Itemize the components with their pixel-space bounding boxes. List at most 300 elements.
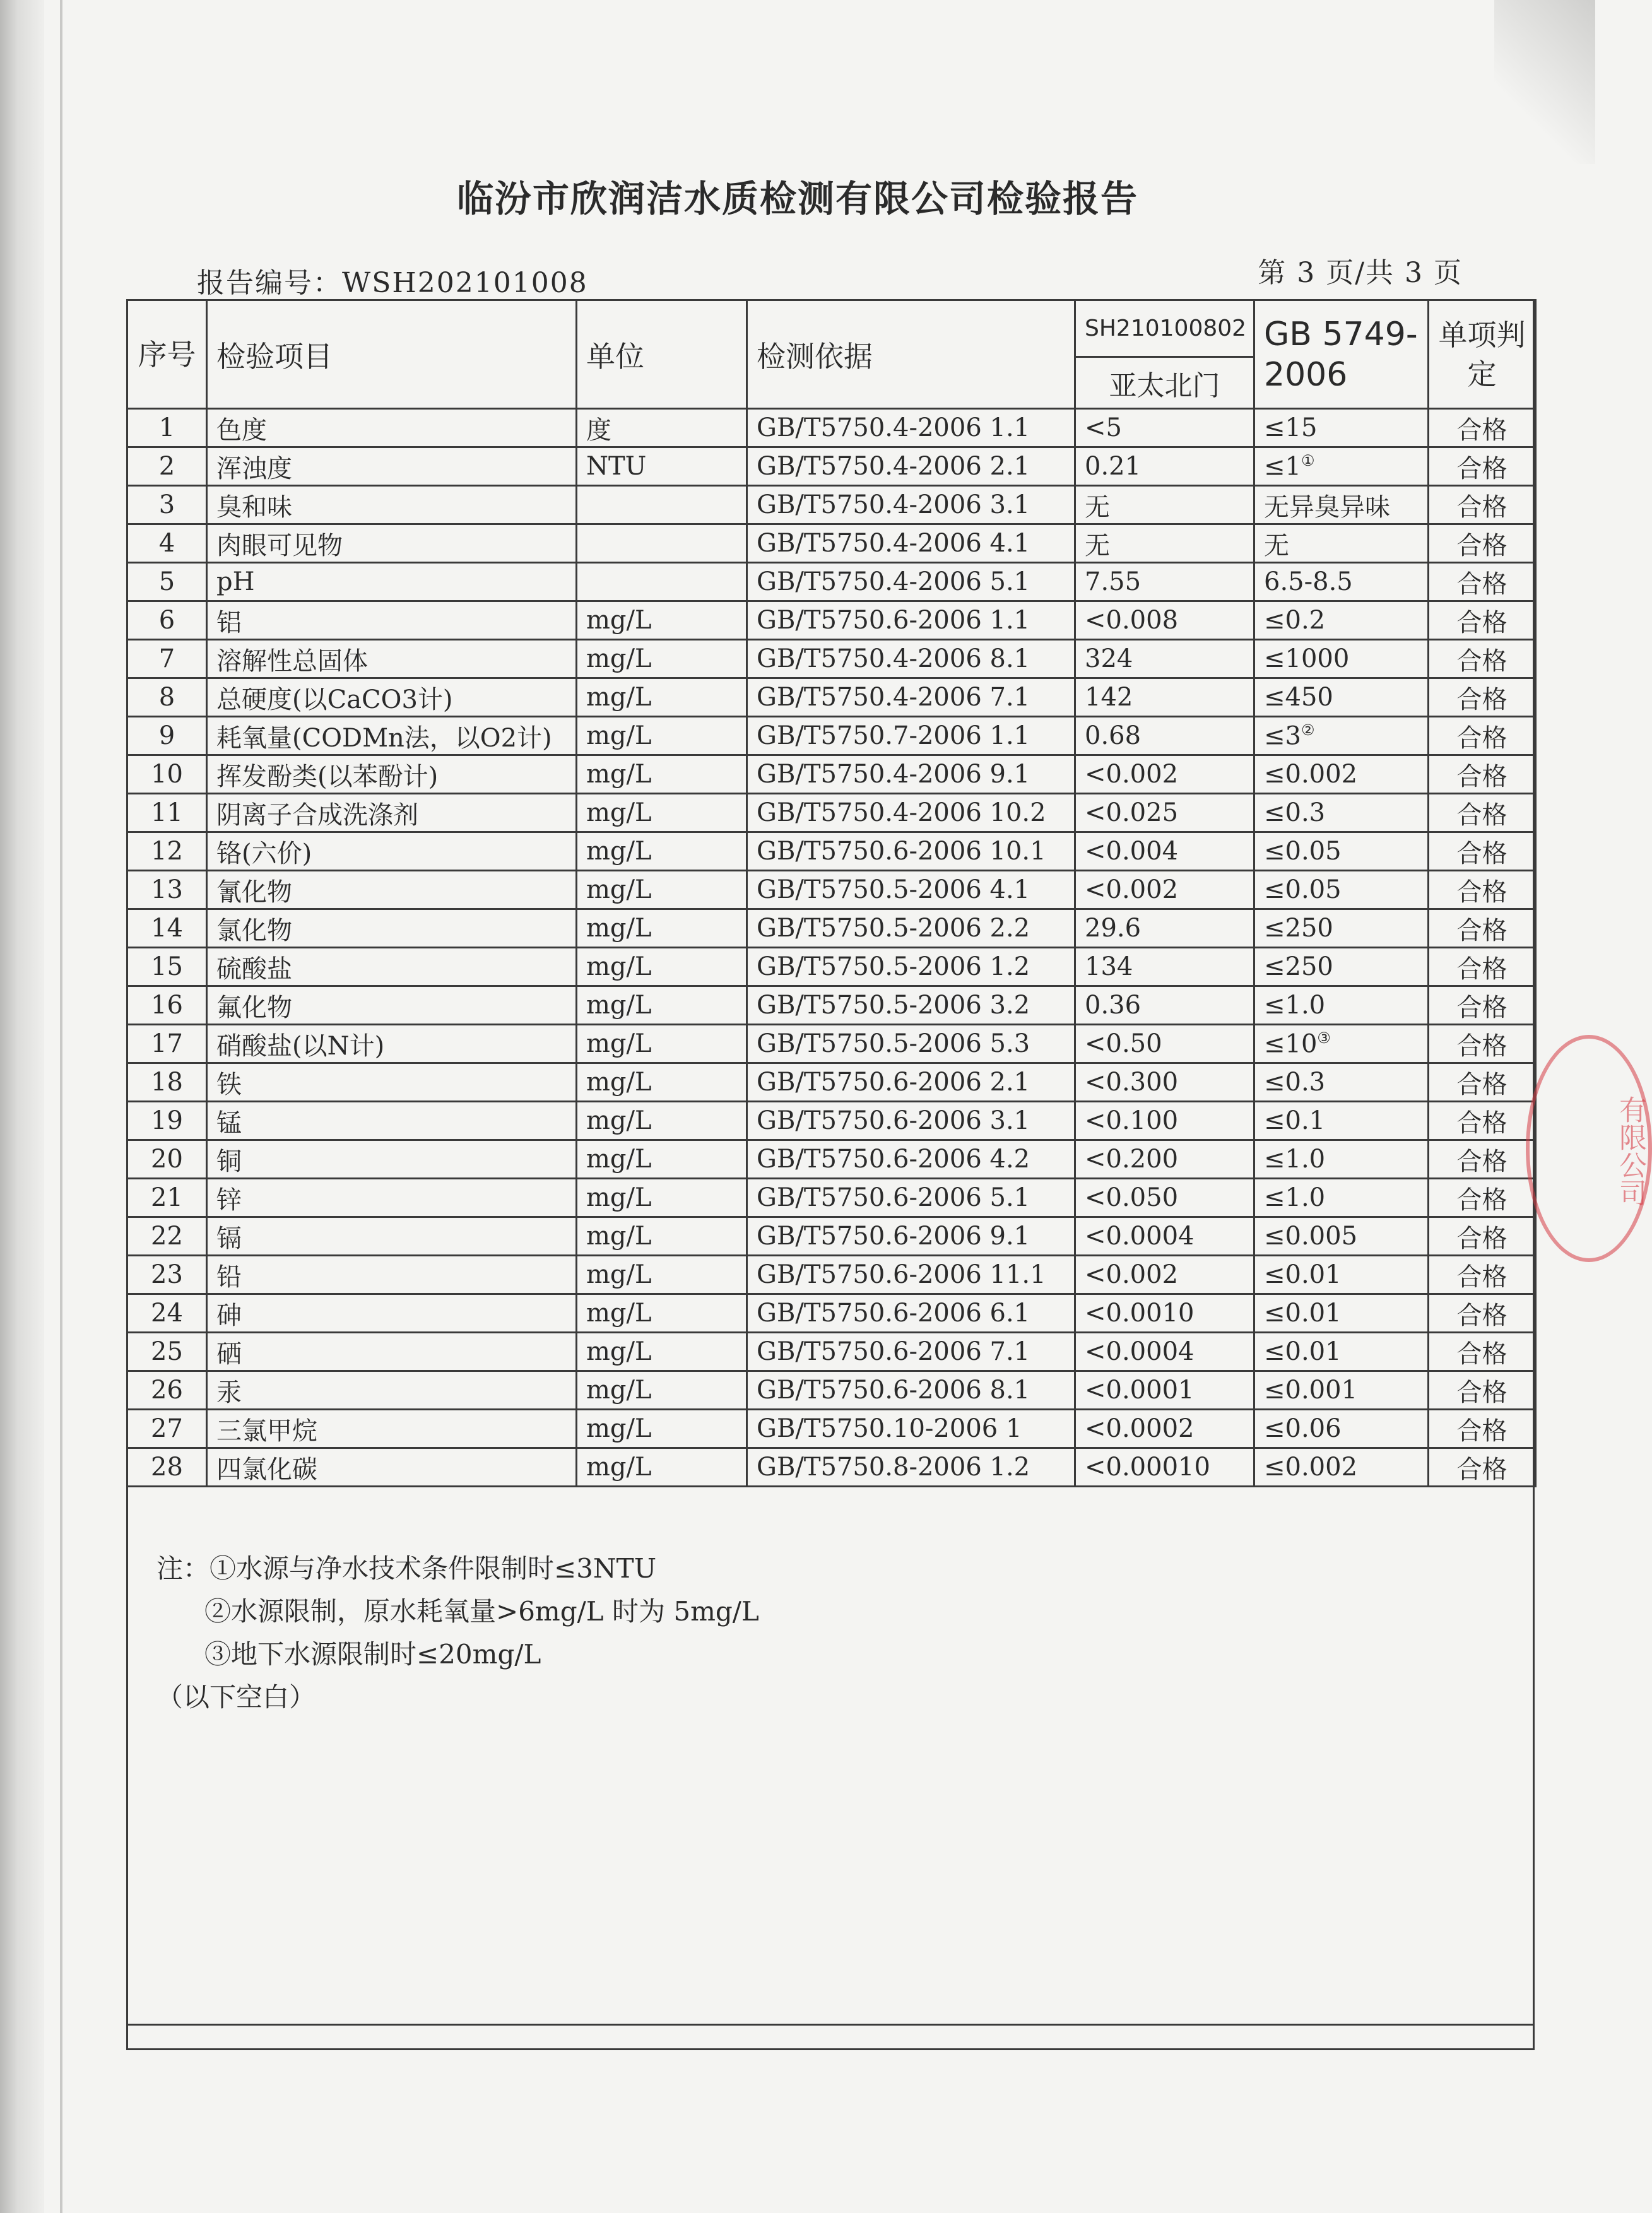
table-row	[127, 1102, 1536, 1140]
row-limit-text: ≤0.2	[1264, 606, 1326, 635]
row-judgement	[1429, 755, 1536, 794]
row-judgement	[1429, 986, 1536, 1025]
row-no	[127, 1217, 207, 1256]
row-item	[207, 1063, 577, 1102]
corner-shade	[1494, 0, 1595, 164]
row-judgement-text: 合格	[1456, 916, 1507, 945]
row-item-text: 铝	[216, 608, 242, 637]
table-header-row	[127, 300, 1536, 357]
row-limit	[1254, 1140, 1429, 1179]
row-item-text: 汞	[216, 1378, 242, 1407]
row-no-text: 20	[151, 1145, 183, 1174]
row-unit-text: mg/L	[586, 721, 652, 750]
row-limit-text: ≤0.3	[1264, 798, 1326, 827]
row-no	[127, 486, 207, 524]
row-basis-text: GB/T5750.4-2006 1.1	[757, 413, 1030, 442]
row-result	[1075, 563, 1254, 601]
row-basis	[747, 1333, 1075, 1371]
row-limit	[1254, 1371, 1429, 1410]
table-row	[127, 524, 1536, 563]
row-limit-text: ≤1.0	[1264, 991, 1326, 1020]
limit-footnote-mark: ①	[1301, 451, 1315, 469]
row-result-text: 无	[1085, 492, 1110, 522]
result-table	[126, 299, 1537, 1487]
row-basis	[747, 909, 1075, 948]
row-unit	[577, 563, 747, 601]
row-limit-text: ≤0.005	[1264, 1222, 1358, 1251]
row-result	[1075, 1025, 1254, 1063]
row-no-text: 21	[151, 1183, 183, 1212]
row-basis-text: GB/T5750.6-2006 6.1	[757, 1299, 1030, 1328]
row-result	[1075, 486, 1254, 524]
row-item-text: 铜	[216, 1147, 242, 1176]
row-no-text: 1	[158, 413, 175, 442]
row-unit	[577, 678, 747, 717]
row-unit-text: mg/L	[586, 760, 652, 789]
row-item-text: 砷	[216, 1301, 242, 1330]
row-judgement	[1429, 640, 1536, 678]
row-judgement-text: 合格	[1456, 492, 1507, 522]
header-standard: GB 5749-2006	[1254, 300, 1429, 409]
row-unit-text: mg/L	[586, 683, 652, 712]
row-basis-text: GB/T5750.5-2006 2.2	[757, 914, 1030, 943]
table-row	[127, 871, 1536, 909]
row-item	[207, 1025, 577, 1063]
row-result	[1075, 640, 1254, 678]
row-result	[1075, 1256, 1254, 1294]
binding-line	[60, 0, 62, 2213]
row-basis-text: GB/T5750.4-2006 5.1	[757, 567, 1030, 596]
row-item-text: 肉眼可见物	[216, 531, 343, 560]
row-result-text: 142	[1085, 683, 1133, 712]
row-result	[1075, 524, 1254, 563]
row-no	[127, 1063, 207, 1102]
row-unit-text: mg/L	[586, 644, 652, 673]
row-limit	[1254, 1179, 1429, 1217]
row-basis-text: GB/T5750.7-2006 1.1	[757, 721, 1030, 750]
row-unit-text: mg/L	[586, 606, 652, 635]
row-unit-text: mg/L	[586, 1145, 652, 1174]
row-limit-text: ≤0.002	[1264, 1453, 1358, 1482]
row-item-text: 浑浊度	[216, 454, 292, 483]
row-item-text: 硝酸盐(以N计)	[216, 1031, 385, 1061]
report-title: 临汾市欣润洁水质检测有限公司检验报告	[456, 177, 1138, 220]
row-judgement-text: 合格	[1456, 993, 1507, 1022]
row-item-text: 色度	[216, 415, 267, 445]
row-limit	[1254, 1410, 1429, 1448]
table-row	[127, 1025, 1536, 1063]
row-result	[1075, 409, 1254, 447]
row-limit-text: ≤250	[1264, 952, 1333, 981]
blank-remark: （以下空白）	[156, 1682, 316, 1713]
table-row	[127, 640, 1536, 678]
table-row	[127, 948, 1536, 986]
table-row	[127, 794, 1536, 832]
row-result-text: <0.0004	[1085, 1222, 1195, 1251]
row-result-text: 0.68	[1085, 721, 1142, 750]
row-no-text: 11	[151, 798, 183, 827]
row-basis	[747, 563, 1075, 601]
page-edge	[0, 0, 44, 2213]
table-row	[127, 601, 1536, 640]
row-no-text: 5	[158, 567, 175, 596]
row-unit	[577, 909, 747, 948]
row-limit	[1254, 1025, 1429, 1063]
row-limit-text: 6.5-8.5	[1264, 567, 1353, 596]
row-item	[207, 832, 577, 871]
row-limit-text: ≤0.3	[1264, 1068, 1326, 1097]
row-no-text: 9	[158, 721, 175, 750]
row-limit-text: ≤1.0	[1264, 1145, 1326, 1174]
row-basis	[747, 1217, 1075, 1256]
row-no-text: 22	[151, 1222, 183, 1251]
row-item-text: 溶解性总固体	[216, 646, 368, 676]
limit-footnote-mark: ③	[1317, 1029, 1331, 1047]
row-item	[207, 1294, 577, 1333]
row-unit-text: mg/L	[586, 1376, 652, 1405]
row-result-text: <0.0001	[1085, 1376, 1195, 1405]
row-basis-text: GB/T5750.6-2006 4.2	[757, 1145, 1030, 1174]
table-row	[127, 447, 1536, 486]
row-result	[1075, 948, 1254, 986]
row-result-text: <0.50	[1085, 1029, 1162, 1058]
row-limit	[1254, 563, 1429, 601]
row-item	[207, 447, 577, 486]
row-limit	[1254, 1294, 1429, 1333]
row-item	[207, 486, 577, 524]
row-judgement-text: 合格	[1456, 762, 1507, 791]
row-result-text: <0.004	[1085, 837, 1179, 866]
row-basis-text: GB/T5750.10-2006 1	[757, 1414, 1022, 1443]
row-judgement	[1429, 1140, 1536, 1179]
row-judgement-text: 合格	[1456, 1416, 1507, 1446]
row-judgement-text: 合格	[1456, 685, 1507, 714]
row-judgement	[1429, 794, 1536, 832]
row-no-text: 3	[158, 490, 175, 519]
row-no	[127, 832, 207, 871]
row-unit	[577, 524, 747, 563]
row-no-text: 26	[151, 1376, 183, 1405]
row-limit-text: ≤0.05	[1264, 837, 1342, 866]
row-judgement-text: 合格	[1456, 1070, 1507, 1099]
row-no-text: 8	[158, 683, 175, 712]
row-judgement	[1429, 871, 1536, 909]
row-basis-text: GB/T5750.6-2006 1.1	[757, 606, 1030, 635]
row-no	[127, 563, 207, 601]
row-item-text: 氟化物	[216, 993, 292, 1022]
limit-footnote-mark: ②	[1301, 721, 1315, 739]
row-result-text: <0.050	[1085, 1183, 1179, 1212]
row-basis	[747, 678, 1075, 717]
row-judgement	[1429, 409, 1536, 447]
header-unit: 单位	[577, 300, 747, 409]
row-judgement	[1429, 486, 1536, 524]
row-judgement-text: 合格	[1456, 531, 1507, 560]
table-row	[127, 986, 1536, 1025]
row-limit	[1254, 1063, 1429, 1102]
row-basis-text: GB/T5750.6-2006 11.1	[757, 1260, 1046, 1289]
row-basis-text: GB/T5750.6-2006 8.1	[757, 1376, 1030, 1405]
row-basis-text: GB/T5750.5-2006 4.1	[757, 875, 1030, 904]
row-judgement-text: 合格	[1456, 800, 1507, 830]
row-unit-text: mg/L	[586, 1260, 652, 1289]
report-number-label: 报告编号：	[197, 267, 342, 299]
row-limit-text: 无	[1264, 531, 1289, 560]
row-limit-text: ≤0.01	[1264, 1337, 1342, 1366]
row-judgement	[1429, 717, 1536, 755]
row-judgement	[1429, 678, 1536, 717]
row-basis	[747, 524, 1075, 563]
row-unit	[577, 601, 747, 640]
row-no-text: 18	[151, 1068, 183, 1097]
row-basis	[747, 409, 1075, 447]
row-judgement-text: 合格	[1456, 569, 1507, 599]
row-unit	[577, 486, 747, 524]
row-item-text: 三氯甲烷	[216, 1416, 317, 1446]
row-unit-text: mg/L	[586, 914, 652, 943]
row-limit	[1254, 986, 1429, 1025]
row-judgement-text: 合格	[1456, 646, 1507, 676]
table-row	[127, 1371, 1536, 1410]
row-result-text: 7.55	[1085, 567, 1142, 596]
row-result-text: 无	[1085, 531, 1110, 560]
row-no	[127, 1256, 207, 1294]
row-judgement	[1429, 1448, 1536, 1487]
row-judgement-text: 合格	[1456, 839, 1507, 868]
table-row	[127, 909, 1536, 948]
row-judgement	[1429, 524, 1536, 563]
row-no-text: 16	[151, 991, 183, 1020]
table-row	[127, 755, 1536, 794]
row-limit-text: ≤15	[1264, 413, 1318, 442]
row-basis-text: GB/T5750.4-2006 10.2	[757, 798, 1046, 827]
result-table-body	[127, 300, 1536, 1487]
row-judgement-text: 合格	[1456, 608, 1507, 637]
row-limit-text: ≤0.001	[1264, 1376, 1358, 1405]
row-basis	[747, 1025, 1075, 1063]
header-basis: 检测依据	[747, 300, 1075, 409]
row-no-text: 10	[151, 760, 183, 789]
row-judgement-text: 合格	[1456, 954, 1507, 984]
row-result-text: <0.00010	[1085, 1453, 1210, 1482]
row-no-text: 19	[151, 1106, 183, 1135]
row-judgement-text: 合格	[1456, 1301, 1507, 1330]
row-result	[1075, 986, 1254, 1025]
row-judgement-text: 合格	[1456, 1185, 1507, 1215]
row-basis	[747, 1102, 1075, 1140]
row-unit-text: mg/L	[586, 1068, 652, 1097]
row-result-text: 0.21	[1085, 452, 1142, 481]
row-limit-text: ≤0.1	[1264, 1106, 1326, 1135]
row-result-text: <0.300	[1085, 1068, 1179, 1097]
row-item-text: 铬(六价)	[216, 839, 312, 868]
row-item-text: 总硬度(以CaCO3计)	[216, 685, 453, 714]
report-number	[197, 260, 588, 300]
row-basis	[747, 601, 1075, 640]
row-basis	[747, 871, 1075, 909]
row-judgement	[1429, 1256, 1536, 1294]
row-result-text: <0.002	[1085, 1260, 1179, 1289]
row-judgement-text: 合格	[1456, 1108, 1507, 1138]
row-limit-text: ≤0.06	[1264, 1414, 1342, 1443]
row-no	[127, 447, 207, 486]
row-no-text: 24	[151, 1299, 183, 1328]
table-row	[127, 1179, 1536, 1217]
company-seal-stamp: 有限公司	[1526, 1035, 1652, 1262]
page-indicator: 第 3 页/共 3 页	[1258, 257, 1463, 289]
row-item	[207, 678, 577, 717]
row-basis-text: GB/T5750.4-2006 3.1	[757, 490, 1030, 519]
header-item: 检验项目	[207, 300, 577, 409]
row-result	[1075, 832, 1254, 871]
row-basis-text: GB/T5750.6-2006 5.1	[757, 1183, 1030, 1212]
row-basis-text: GB/T5750.4-2006 9.1	[757, 760, 1030, 789]
row-unit	[577, 1102, 747, 1140]
row-unit	[577, 1294, 747, 1333]
row-limit-text: ≤0.01	[1264, 1260, 1342, 1289]
row-basis-text: GB/T5750.5-2006 3.2	[757, 991, 1030, 1020]
report-number-value: WSH202101008	[342, 267, 588, 299]
row-no	[127, 1140, 207, 1179]
row-limit-text: ≤0.002	[1264, 760, 1358, 789]
header-sample-site: 亚太北门	[1075, 357, 1254, 409]
row-judgement	[1429, 563, 1536, 601]
row-item-text: 臭和味	[216, 492, 292, 522]
row-no-text: 28	[151, 1453, 183, 1482]
row-basis	[747, 1448, 1075, 1487]
row-judgement	[1429, 832, 1536, 871]
row-item	[207, 409, 577, 447]
table-row	[127, 832, 1536, 871]
row-judgement-text: 合格	[1456, 1378, 1507, 1407]
row-result-text: 0.36	[1085, 991, 1142, 1020]
row-result	[1075, 1217, 1254, 1256]
row-item-text: 硒	[216, 1339, 242, 1369]
row-unit-text: 度	[586, 415, 611, 445]
row-item-text: 锰	[216, 1108, 242, 1138]
row-judgement	[1429, 1025, 1536, 1063]
row-result	[1075, 447, 1254, 486]
row-limit-text: ≤0.05	[1264, 875, 1342, 904]
row-limit	[1254, 948, 1429, 986]
row-item	[207, 1102, 577, 1140]
row-basis	[747, 755, 1075, 794]
row-limit-text: ≤250	[1264, 914, 1333, 943]
row-limit-text: ≤0.01	[1264, 1299, 1342, 1328]
row-limit-text: ≤1000	[1264, 644, 1350, 673]
row-unit	[577, 755, 747, 794]
row-unit-text: mg/L	[586, 837, 652, 866]
row-no	[127, 678, 207, 717]
row-judgement-text: 合格	[1456, 723, 1507, 753]
row-judgement-text: 合格	[1456, 1031, 1507, 1061]
row-basis	[747, 986, 1075, 1025]
row-result-text: <0.100	[1085, 1106, 1179, 1135]
row-result	[1075, 1333, 1254, 1371]
row-unit	[577, 1256, 747, 1294]
row-result-text: 324	[1085, 644, 1133, 673]
row-no-text: 14	[151, 914, 183, 943]
table-row	[127, 1294, 1536, 1333]
row-result	[1075, 1063, 1254, 1102]
row-no	[127, 871, 207, 909]
row-item-text: 耗氧量(CODMn法，以O2计)	[216, 723, 552, 753]
row-basis-text: GB/T5750.8-2006 1.2	[757, 1453, 1030, 1482]
row-basis	[747, 1410, 1075, 1448]
row-item	[207, 909, 577, 948]
row-no	[127, 909, 207, 948]
row-no	[127, 640, 207, 678]
row-item-text: pH	[216, 567, 255, 596]
row-unit-text: NTU	[586, 452, 647, 481]
row-item	[207, 524, 577, 563]
row-unit	[577, 1063, 747, 1102]
table-row	[127, 486, 1536, 524]
row-unit-text: mg/L	[586, 1414, 652, 1443]
row-item	[207, 871, 577, 909]
note-3: ③地下水源限制时≤20mg/L	[204, 1639, 541, 1670]
row-item	[207, 640, 577, 678]
row-unit-text: mg/L	[586, 991, 652, 1020]
row-unit	[577, 1179, 747, 1217]
row-result	[1075, 794, 1254, 832]
row-no-text: 15	[151, 952, 183, 981]
table-row	[127, 1410, 1536, 1448]
row-no-text: 13	[151, 875, 183, 904]
row-judgement-text: 合格	[1456, 1455, 1507, 1484]
row-result	[1075, 1371, 1254, 1410]
row-result	[1075, 601, 1254, 640]
row-judgement	[1429, 1333, 1536, 1371]
row-result-text: <0.200	[1085, 1145, 1179, 1174]
row-unit	[577, 409, 747, 447]
row-unit	[577, 1371, 747, 1410]
row-unit-text: mg/L	[586, 798, 652, 827]
row-judgement	[1429, 948, 1536, 986]
row-unit	[577, 1217, 747, 1256]
row-limit-text: ≤10	[1264, 1029, 1318, 1059]
row-item-text: 锌	[216, 1185, 242, 1215]
row-unit	[577, 1140, 747, 1179]
row-no	[127, 1448, 207, 1487]
table-row	[127, 563, 1536, 601]
row-judgement-text: 合格	[1456, 454, 1507, 483]
row-item	[207, 1410, 577, 1448]
row-item	[207, 948, 577, 986]
row-no	[127, 1371, 207, 1410]
row-basis	[747, 447, 1075, 486]
row-basis	[747, 1256, 1075, 1294]
row-limit	[1254, 1448, 1429, 1487]
row-basis-text: GB/T5750.4-2006 7.1	[757, 683, 1030, 712]
row-item	[207, 1179, 577, 1217]
row-unit-text: mg/L	[586, 1337, 652, 1366]
row-item	[207, 794, 577, 832]
row-basis	[747, 1371, 1075, 1410]
row-item	[207, 986, 577, 1025]
row-result-text: <0.0002	[1085, 1414, 1195, 1443]
row-result-text: <0.008	[1085, 606, 1179, 635]
notes	[156, 1547, 759, 1719]
row-no	[127, 524, 207, 563]
table-row	[127, 1256, 1536, 1294]
table-row	[127, 678, 1536, 717]
row-limit	[1254, 871, 1429, 909]
row-no-text: 7	[158, 644, 175, 673]
row-no	[127, 1179, 207, 1217]
row-unit-text: mg/L	[586, 1453, 652, 1482]
row-unit	[577, 794, 747, 832]
